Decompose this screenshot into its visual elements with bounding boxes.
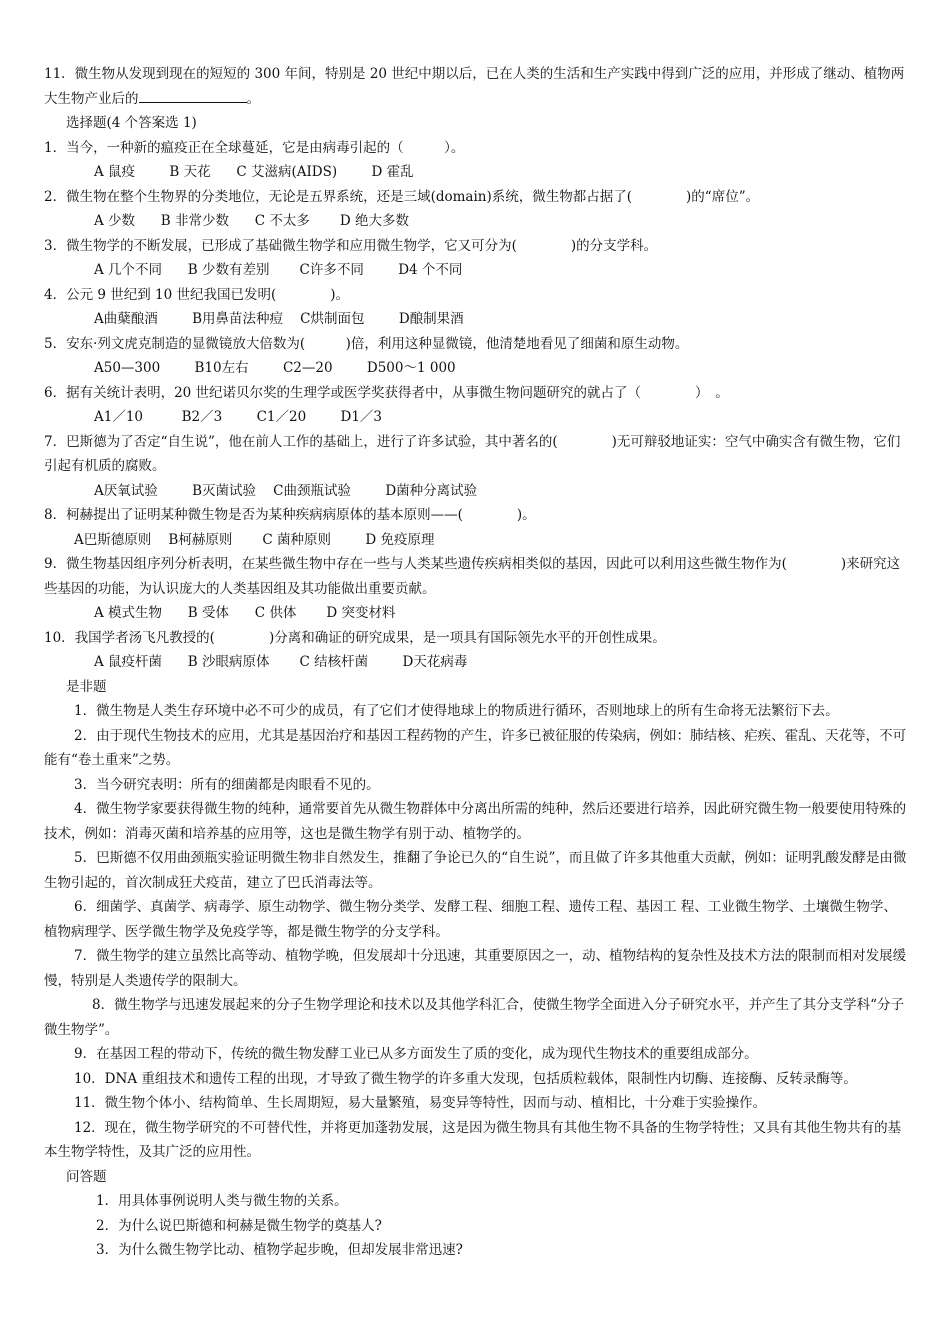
- mc-options-2: A 少数 B 非常少数 C 不太多 D 绝大多数: [94, 213, 410, 229]
- mc-options-1: A 鼠疫 B 天花 C 艾滋病(AIDS) D 霍乱: [94, 164, 414, 180]
- mc-question-10: 10．我国学者汤飞凡教授的( )分离和确证的研究成果，是一项具有国际领先水平的开创性成果。: [44, 629, 666, 646]
- tf-item: 10．DNA 重组技术和遗传工程的出现，才导致了微生物学的许多重大发现，包括质粒载体，限制性内切酶、连接酶、反转录酶等。: [74, 1070, 857, 1087]
- fill-q11-end: 。: [246, 90, 260, 107]
- mc-question-5: 5．安东·列文虎克制造的显微镜放大倍数为( )倍，利用这种显微镜，他清楚地看见了细菌和原生动物。: [44, 335, 689, 352]
- tf-item: 2．由于现代生物技术的应用，尤其是基因治疗和基因工程药物的产生，许多已被征服的传染病，例如：肺结核、疟疾、霍乱、天花等，不可能有“卷土重来”之势。: [44, 727, 907, 768]
- qa-item: 1．用具体事例说明人类与微生物的关系。: [96, 1193, 348, 1209]
- tf-item: 5．巴斯德不仅用曲颈瓶实验证明微生物非自然发生，推翻了争论已久的“自生说”，而且做了许多其他重大贡献，例如：证明乳酸发酵是由微生物引起的，首次制成狂犬疫苗，建立了巴氏消毒法等。: [44, 850, 907, 891]
- fill-q11-text: 11．微生物从发现到现在的短短的 300 年间，特别是 20 世纪中期以后，已在人类的生活和生产实践中得到广泛的应用，并形成了继动、植物两大生物产业后的: [44, 66, 905, 107]
- mc-options-7: A厌氧试验 B灭菌试验 C曲颈瓶试验 D菌种分离试验: [94, 482, 478, 499]
- mc-question-3: 3．微生物学的不断发展，已形成了基础微生物学和应用微生物学，它又可分为( )的分支学科。: [44, 237, 658, 254]
- tf-item: 11．微生物个体小、结构简单、生长周期短，易大量繁殖，易变异等特性，因而与动、植相比，十分难于实验操作。: [74, 1095, 767, 1111]
- mc-question-4: 4．公元 9 世纪到 10 世纪我国已发明( )。: [44, 286, 350, 303]
- tf-item: 12．现在，微生物学研究的不可替代性，并将更加蓬勃发展，这是因为微生物具有其他生物不具备的生物学特性；又具有其他生物共有的基本生物学特性，及其广泛的应用性。: [44, 1119, 902, 1160]
- tf-heading: 是非题: [66, 678, 107, 695]
- mc-options-4: A曲蘖酿酒 B用鼻苗法种痘 C烘制面包 D酿制果酒: [94, 311, 464, 327]
- tf-item: 3．当今研究表明：所有的细菌都是肉眼看不见的。: [74, 776, 380, 793]
- mc-options-3: A 几个不同 B 少数有差别 C许多不同 D4 个不同: [94, 262, 463, 278]
- qa-item: 3．为什么微生物学比动、植物学起步晚，但却发展非常迅速?: [96, 1242, 463, 1258]
- tf-item: 7．微生物学的建立虽然比高等动、植物学晚，但发展却十分迅速，其重要原因之一，动、植物结构的复杂性及技术方法的限制而相对发展缓慢，特别是人类遗传学的限制大。: [44, 948, 907, 989]
- fill-question-11: [44, 62, 910, 111]
- mc-options-9: A 模式生物 B 受体 C 供体 D 突变材料: [94, 605, 396, 621]
- mc-options-6: A1／10 B2／3 C1／20 D1／3: [94, 409, 382, 425]
- tf-item: 9．在基因工程的带动下，传统的微生物发酵工业已从多方面发生了质的变化，成为现代生物技术的重要组成部分。: [74, 1046, 758, 1062]
- qa-heading: 问答题: [66, 1168, 107, 1185]
- mc-question-2: 2．微生物在整个生物界的分类地位，无论是五界系统，还是三域(domain)系统，微生物都占据了( )的“席位”。: [44, 188, 760, 205]
- mc-options-10: A 鼠疫杆菌 B 沙眼病原体 C 结核杆菌 D天花病毒: [94, 654, 468, 670]
- tf-item: 4．微生物学家要获得微生物的纯种，通常要首先从微生物群体中分离出所需的纯种，然后还要进行培养，因此研究微生物一般要使用特殊的技术，例如：消毒灭菌和培养基的应用等，这也是微生物学有别于动、植物学的。: [44, 801, 907, 842]
- mc-question-7: 7．巴斯德为了否定“自生说”，他在前人工作的基础上，进行了许多试验，其中著名的( )无可辩驳地证实：空气中确实含有微生物，它们引起有机质的腐败。: [44, 433, 901, 474]
- tf-item: 8．微生物学与迅速发展起来的分子生物学理论和技术以及其他学科汇合，使微生物学全面进入分子研究水平，并产生了其分支学科“分子微生物学”。: [44, 997, 904, 1038]
- document-page: [44, 62, 910, 1263]
- answer-blank: [139, 88, 247, 103]
- mc-question-9: 9．微生物基因组序列分析表明，在某些微生物中存在一些与人类某些遗传疾病相类似的基因，因此可以利用这些微生物作为( )来研究这些基因的功能，为认识庞大的人类基因组及其功能做出重要贡献。: [44, 556, 901, 597]
- mc-question-8: 8．柯赫提出了证明某种微生物是否为某种疾病病原体的基本原则——( )。: [44, 507, 536, 523]
- qa-item: 2．为什么说巴斯德和柯赫是微生物学的奠基人?: [96, 1217, 382, 1234]
- mc-question-6: 6．据有关统计表明，20 世纪诺贝尔奖的生理学或医学奖获得者中，从事微生物问题研究的就占了（ ） 。: [44, 384, 729, 401]
- mc-options-8: A巴斯德原则 B柯赫原则 C 菌种原则 D 免疫原理: [74, 531, 435, 548]
- mc-options-5: A50—300 B10左右 C2—20 D500～1 000: [94, 360, 456, 376]
- tf-item: 1．微生物是人类生存环境中必不可少的成员，有了它们才使得地球上的物质进行循环，否则地球上的所有生命将无法繁衍下去。: [74, 703, 839, 719]
- tf-item: 6．细菌学、真菌学、病毒学、原生动物学、微生物分类学、发酵工程、细胞工程、遗传工程、基因工 程、工业微生物学、土壤微生物学、植物病理学、医学微生物学及免疫学等，都是微生物学的分支学科。: [44, 899, 897, 940]
- mc-heading: 选择题(4 个答案选 1): [66, 115, 197, 131]
- mc-question-1: 1．当今，一种新的瘟疫正在全球蔓延，它是由病毒引起的（ ）。: [44, 139, 465, 156]
